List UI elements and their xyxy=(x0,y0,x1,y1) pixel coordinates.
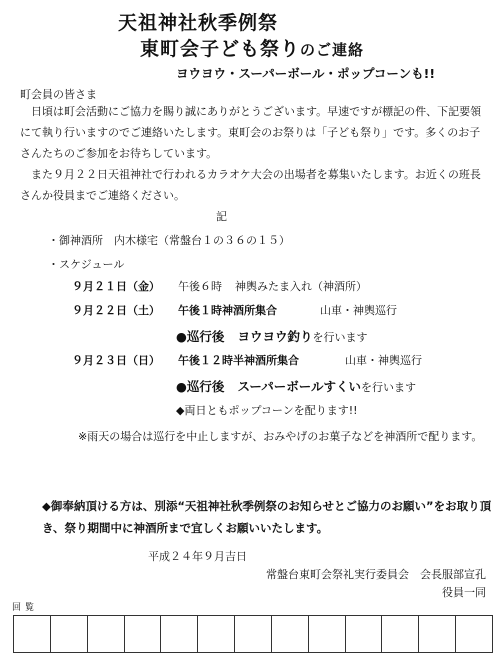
circulation-cell xyxy=(346,616,383,652)
after-parade-2: ●巡行後 スーパーボールすくいを行います xyxy=(176,379,417,394)
title-line3: ヨウヨウ・スーパーボール・ポップコーンも!! xyxy=(176,66,436,81)
circulation-cell xyxy=(198,616,235,652)
circulation-cell xyxy=(125,616,162,652)
ki-heading: 記 xyxy=(216,210,227,223)
circulation-cell xyxy=(14,616,51,652)
circulation-cell xyxy=(382,616,419,652)
schedule-date-2: ９月２２日（土） xyxy=(72,304,160,317)
circulation-cell xyxy=(235,616,272,652)
rain-note: ※雨天の場合は巡行を中止しますが、おみやげのお菓子などを神酒所で配ります。 xyxy=(78,430,483,443)
circulation-cell xyxy=(161,616,198,652)
schedule-date-1: ９月２１日（金） xyxy=(72,280,160,293)
schedule-date-3: ９月２３日（日） xyxy=(72,354,160,367)
greeting: 町会員の皆さま xyxy=(20,88,97,101)
circulation-cell xyxy=(272,616,309,652)
paragraph-2: また９月２２日天祖神社で行われるカラオケ大会の出場者を募集いたします。お近くの班長さんか役員までご連絡ください。 xyxy=(20,168,481,202)
committee-signature: 常盤台東町会祭礼実行委員会 会長服部宣孔 xyxy=(266,568,486,581)
circulation-label: 回覧 xyxy=(12,603,39,613)
title-line2 xyxy=(140,34,364,61)
officers: 役員一同 xyxy=(442,586,486,599)
circulation-cell xyxy=(51,616,88,652)
circulation-cell xyxy=(309,616,346,652)
schedule-event-2: 山車・神輿巡行 xyxy=(320,304,397,317)
after-parade-1: ●巡行後 ヨウヨウ釣りを行います xyxy=(176,329,368,344)
circulation-cell xyxy=(88,616,125,652)
bullet-schedule: ・スケジュール xyxy=(48,258,125,271)
issue-date: 平成２４年９月吉日 xyxy=(148,550,247,563)
schedule-time-1: 午後６時 xyxy=(178,280,222,293)
circulation-cell xyxy=(456,616,492,652)
title-line2-main: 東町会子ども祭り xyxy=(140,38,301,60)
circulation-cell xyxy=(419,616,456,652)
circulation-stamp-grid xyxy=(13,615,493,653)
paragraph-1: 日頃は町会活動にご協力を賜り誠にありがとうございます。早速ですが標記の件、下記要領にて執り行いますのでご連絡いたします。東町会のお祭りは「子ども祭り」です。多くのお子さんたちのご参加をお待ちしています。 xyxy=(20,105,482,160)
schedule-time-3: 午後１２時半神酒所集合 xyxy=(178,354,299,367)
bullet-shrine-location: ・御神酒所 内木様宅（常盤台１の３６の１５） xyxy=(48,234,290,247)
schedule-event-3: 山車・神輿巡行 xyxy=(345,354,422,367)
popcorn-note: ◆両日ともポップコーンを配ります!! xyxy=(176,404,358,417)
schedule-time-2: 午後１時神酒所集合 xyxy=(178,304,277,317)
title-line2-small: のご連絡 xyxy=(300,41,365,59)
schedule-event-1: 神輿みたま入れ（神酒所） xyxy=(235,280,367,293)
donation-note: ◆御奉納頂ける方は、別添“天祖神社秋季例祭のお知らせとご協力のお願い”をお取り頂き、祭り期間中に神酒所まで宜しくお願いいたします。 xyxy=(42,499,492,535)
title-line1: 天祖神社秋季例祭 xyxy=(118,12,279,34)
